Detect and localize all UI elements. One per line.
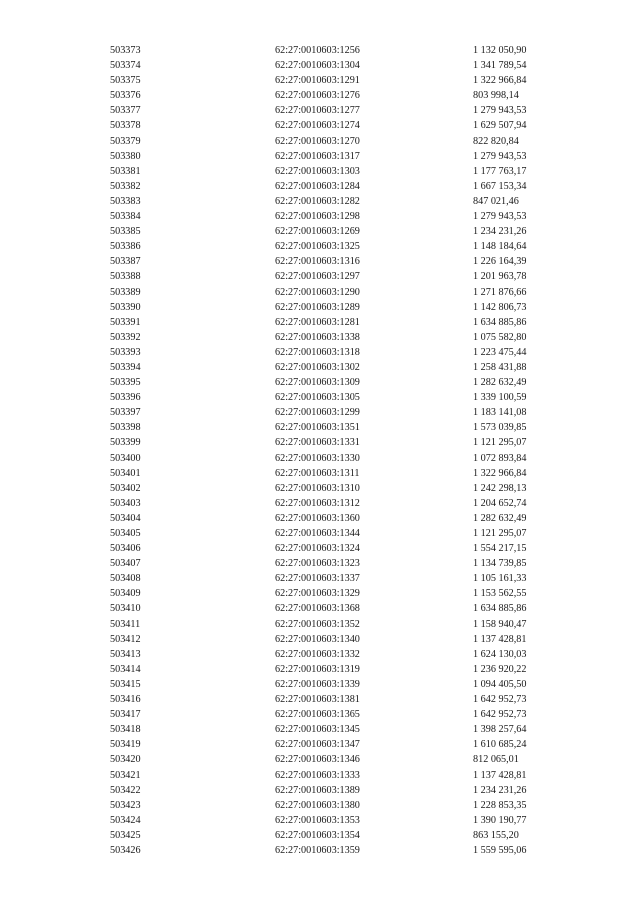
cadastral-value: 1 341 789,54	[473, 60, 527, 72]
row-number: 503402	[110, 482, 141, 494]
cadastral-value: 1 610 685,24	[473, 739, 527, 751]
cadastral-number: 62:27:0010603:1345	[275, 724, 360, 736]
table-row	[0, 239, 640, 254]
cadastral-number: 62:27:0010603:1323	[275, 558, 360, 570]
cadastral-number: 62:27:0010603:1380	[275, 799, 360, 811]
row-number: 503375	[110, 75, 141, 87]
table-row	[0, 209, 640, 224]
row-number: 503425	[110, 829, 141, 841]
cadastral-value: 803 998,14	[473, 90, 519, 102]
row-number: 503418	[110, 724, 141, 736]
cadastral-number: 62:27:0010603:1368	[275, 603, 360, 615]
row-number: 503408	[110, 573, 141, 585]
cadastral-value-table	[0, 43, 640, 858]
cadastral-number: 62:27:0010603:1338	[275, 331, 360, 343]
row-number: 503417	[110, 709, 141, 721]
cadastral-number: 62:27:0010603:1305	[275, 392, 360, 404]
cadastral-number: 62:27:0010603:1340	[275, 633, 360, 645]
cadastral-number: 62:27:0010603:1311	[275, 467, 360, 479]
table-row	[0, 511, 640, 526]
row-number: 503419	[110, 739, 141, 751]
cadastral-number: 62:27:0010603:1289	[275, 301, 360, 313]
table-row	[0, 360, 640, 375]
row-number: 503383	[110, 195, 141, 207]
cadastral-value: 1 322 966,84	[473, 75, 527, 87]
table-row	[0, 435, 640, 450]
row-number: 503386	[110, 241, 141, 253]
cadastral-value: 1 573 039,85	[473, 422, 527, 434]
row-number: 503416	[110, 694, 141, 706]
row-number: 503405	[110, 528, 141, 539]
cadastral-number: 62:27:0010603:1332	[275, 648, 360, 660]
cadastral-value: 1 559 595,06	[473, 844, 527, 856]
cadastral-number: 62:27:0010603:1299	[275, 407, 360, 419]
table-row	[0, 118, 640, 133]
cadastral-value: 1 242 298,13	[473, 482, 527, 494]
cadastral-number: 62:27:0010603:1303	[275, 165, 360, 177]
table-row	[0, 179, 640, 194]
table-row	[0, 330, 640, 345]
row-number: 503393	[110, 346, 141, 358]
cadastral-value: 1 075 582,80	[473, 331, 527, 343]
row-number: 503394	[110, 361, 141, 373]
cadastral-number: 62:27:0010603:1351	[275, 422, 360, 434]
row-number: 503404	[110, 512, 141, 524]
cadastral-number: 62:27:0010603:1318	[275, 346, 360, 358]
cadastral-value: 1 226 164,39	[473, 256, 527, 268]
cadastral-number: 62:27:0010603:1325	[275, 241, 360, 253]
cadastral-number: 62:27:0010603:1290	[275, 286, 360, 298]
cadastral-number: 62:27:0010603:1276	[275, 90, 360, 102]
cadastral-value: 1 339 100,59	[473, 392, 527, 404]
cadastral-number: 62:27:0010603:1360	[275, 512, 360, 524]
row-number: 503399	[110, 437, 141, 449]
cadastral-value: 1 177 763,17	[473, 165, 527, 177]
cadastral-value: 1 624 130,03	[473, 648, 527, 660]
row-number: 503409	[110, 588, 141, 600]
table-row	[0, 390, 640, 405]
cadastral-value: 822 820,84	[473, 135, 519, 147]
row-number: 503380	[110, 150, 141, 162]
cadastral-value: 1 132 050,90	[473, 45, 527, 56]
table-row	[0, 103, 640, 118]
cadastral-value: 1 094 405,50	[473, 678, 527, 690]
cadastral-number: 62:27:0010603:1330	[275, 452, 360, 464]
cadastral-number: 62:27:0010603:1317	[275, 150, 360, 162]
table-row	[0, 43, 640, 58]
table-row	[0, 420, 640, 435]
cadastral-value: 1 279 943,53	[473, 105, 527, 117]
table-row	[0, 496, 640, 511]
row-number: 503381	[110, 165, 141, 177]
cadastral-number: 62:27:0010603:1359	[275, 844, 360, 856]
cadastral-number: 62:27:0010603:1365	[275, 709, 360, 721]
cadastral-value: 1 282 632,49	[473, 512, 527, 524]
cadastral-number: 62:27:0010603:1256	[275, 45, 360, 56]
cadastral-value: 1 398 257,64	[473, 724, 527, 736]
table-row	[0, 73, 640, 88]
row-number: 503376	[110, 90, 141, 102]
row-number: 503382	[110, 180, 141, 192]
row-number: 503415	[110, 678, 141, 690]
row-number: 503414	[110, 663, 141, 675]
cadastral-value: 1 105 161,33	[473, 573, 527, 585]
row-number: 503401	[110, 467, 141, 479]
row-number: 503392	[110, 331, 141, 343]
cadastral-number: 62:27:0010603:1269	[275, 226, 360, 238]
row-number: 503403	[110, 497, 141, 509]
table-row	[0, 88, 640, 103]
row-number: 503423	[110, 799, 141, 811]
cadastral-value: 1 667 153,34	[473, 180, 527, 192]
cadastral-value: 1 121 295,07	[473, 437, 527, 449]
cadastral-value: 1 279 943,53	[473, 211, 527, 223]
cadastral-value: 1 137 428,81	[473, 769, 527, 781]
cadastral-value: 1 201 963,78	[473, 271, 527, 283]
table-row	[0, 722, 640, 737]
cadastral-value: 1 121 295,07	[473, 528, 527, 539]
table-row	[0, 692, 640, 707]
cadastral-value: 1 634 885,86	[473, 603, 527, 615]
table-row	[0, 224, 640, 239]
cadastral-value: 1 158 940,47	[473, 618, 527, 630]
row-number: 503411	[110, 618, 141, 630]
table-row	[0, 405, 640, 420]
row-number: 503391	[110, 316, 141, 328]
cadastral-number: 62:27:0010603:1333	[275, 769, 360, 781]
cadastral-value: 1 390 190,77	[473, 814, 527, 826]
cadastral-number: 62:27:0010603:1282	[275, 195, 360, 207]
table-row	[0, 647, 640, 662]
table-row	[0, 451, 640, 466]
cadastral-number: 62:27:0010603:1329	[275, 588, 360, 600]
row-number: 503426	[110, 844, 141, 856]
table-row	[0, 737, 640, 752]
row-number: 503424	[110, 814, 141, 826]
cadastral-value: 1 236 920,22	[473, 663, 527, 675]
cadastral-number: 62:27:0010603:1354	[275, 829, 360, 841]
cadastral-number: 62:27:0010603:1277	[275, 105, 360, 117]
table-row	[0, 315, 640, 330]
row-number: 503400	[110, 452, 141, 464]
table-row	[0, 285, 640, 300]
row-number: 503395	[110, 377, 141, 389]
row-number: 503388	[110, 271, 141, 283]
cadastral-number: 62:27:0010603:1270	[275, 135, 360, 147]
row-number: 503407	[110, 558, 141, 570]
cadastral-value: 1 258 431,88	[473, 361, 527, 373]
cadastral-value: 847 021,46	[473, 195, 519, 207]
row-number: 503387	[110, 256, 141, 268]
cadastral-number: 62:27:0010603:1304	[275, 60, 360, 72]
cadastral-number: 62:27:0010603:1274	[275, 120, 360, 132]
cadastral-number: 62:27:0010603:1309	[275, 377, 360, 389]
row-number: 503385	[110, 226, 141, 238]
row-number: 503406	[110, 543, 141, 555]
row-number: 503397	[110, 407, 141, 419]
row-number: 503378	[110, 120, 141, 132]
cadastral-number: 62:27:0010603:1312	[275, 497, 360, 509]
table-row	[0, 632, 640, 647]
cadastral-value: 863 155,20	[473, 829, 519, 841]
table-row	[0, 617, 640, 632]
row-number: 503377	[110, 105, 141, 117]
cadastral-value: 1 642 952,73	[473, 694, 527, 706]
cadastral-value: 1 234 231,26	[473, 226, 527, 238]
cadastral-number: 62:27:0010603:1324	[275, 543, 360, 555]
table-row	[0, 300, 640, 315]
table-row	[0, 662, 640, 677]
cadastral-number: 62:27:0010603:1353	[275, 814, 360, 826]
row-number: 503398	[110, 422, 141, 434]
cadastral-number: 62:27:0010603:1319	[275, 663, 360, 675]
cadastral-number: 62:27:0010603:1281	[275, 316, 360, 328]
table-row	[0, 466, 640, 481]
row-number: 503379	[110, 135, 141, 147]
table-row	[0, 601, 640, 616]
table-row	[0, 375, 640, 390]
table-row	[0, 707, 640, 722]
cadastral-number: 62:27:0010603:1389	[275, 784, 360, 796]
row-number: 503412	[110, 633, 141, 645]
table-row	[0, 752, 640, 767]
cadastral-value: 1 554 217,15	[473, 543, 527, 555]
cadastral-value: 1 228 853,35	[473, 799, 527, 811]
cadastral-number: 62:27:0010603:1297	[275, 271, 360, 283]
table-row	[0, 194, 640, 209]
row-number: 503410	[110, 603, 141, 615]
row-number: 503420	[110, 754, 141, 766]
cadastral-number: 62:27:0010603:1346	[275, 754, 360, 766]
row-number: 503384	[110, 211, 141, 223]
cadastral-number: 62:27:0010603:1381	[275, 694, 360, 706]
cadastral-value: 1 234 231,26	[473, 784, 527, 796]
table-row	[0, 798, 640, 813]
row-number: 503396	[110, 392, 141, 404]
table-row	[0, 345, 640, 360]
table-row	[0, 526, 640, 541]
table-row	[0, 164, 640, 179]
table-row	[0, 783, 640, 798]
table-row	[0, 149, 640, 164]
cadastral-value: 1 322 966,84	[473, 467, 527, 479]
table-row	[0, 571, 640, 586]
cadastral-number: 62:27:0010603:1310	[275, 482, 360, 494]
cadastral-value: 1 629 507,94	[473, 120, 527, 132]
table-row	[0, 586, 640, 601]
cadastral-value: 1 134 739,85	[473, 558, 527, 570]
table-row	[0, 768, 640, 783]
table-row	[0, 541, 640, 556]
row-number: 503374	[110, 60, 141, 72]
cadastral-number: 62:27:0010603:1284	[275, 180, 360, 192]
cadastral-value: 1 137 428,81	[473, 633, 527, 645]
cadastral-value: 1 204 652,74	[473, 497, 527, 509]
table-row	[0, 481, 640, 496]
cadastral-number: 62:27:0010603:1302	[275, 361, 360, 373]
row-number: 503389	[110, 286, 141, 298]
cadastral-number: 62:27:0010603:1352	[275, 618, 360, 630]
row-number: 503421	[110, 769, 141, 781]
table-row	[0, 254, 640, 269]
cadastral-number: 62:27:0010603:1347	[275, 739, 360, 751]
table-row	[0, 134, 640, 149]
row-number: 503413	[110, 648, 141, 660]
cadastral-value: 1 642 952,73	[473, 709, 527, 721]
table-row	[0, 58, 640, 73]
row-number: 503422	[110, 784, 141, 796]
table-row	[0, 677, 640, 692]
cadastral-value: 1 271 876,66	[473, 286, 527, 298]
cadastral-number: 62:27:0010603:1316	[275, 256, 360, 268]
cadastral-value: 1 072 893,84	[473, 452, 527, 464]
cadastral-number: 62:27:0010603:1298	[275, 211, 360, 223]
table-row	[0, 813, 640, 828]
cadastral-value: 1 634 885,86	[473, 316, 527, 328]
cadastral-number: 62:27:0010603:1291	[275, 75, 360, 87]
row-number: 503373	[110, 45, 141, 56]
table-row	[0, 556, 640, 571]
table-row	[0, 828, 640, 843]
cadastral-value: 812 065,01	[473, 754, 519, 766]
cadastral-number: 62:27:0010603:1339	[275, 678, 360, 690]
cadastral-number: 62:27:0010603:1337	[275, 573, 360, 585]
cadastral-value: 1 148 184,64	[473, 241, 527, 253]
table-row	[0, 843, 640, 858]
cadastral-number: 62:27:0010603:1331	[275, 437, 360, 449]
table-row	[0, 269, 640, 284]
row-number: 503390	[110, 301, 141, 313]
cadastral-number: 62:27:0010603:1344	[275, 528, 360, 539]
cadastral-value: 1 153 562,55	[473, 588, 527, 600]
cadastral-value: 1 223 475,44	[473, 346, 527, 358]
cadastral-value: 1 142 806,73	[473, 301, 527, 313]
cadastral-value: 1 183 141,08	[473, 407, 527, 419]
cadastral-value: 1 282 632,49	[473, 377, 527, 389]
cadastral-value: 1 279 943,53	[473, 150, 527, 162]
